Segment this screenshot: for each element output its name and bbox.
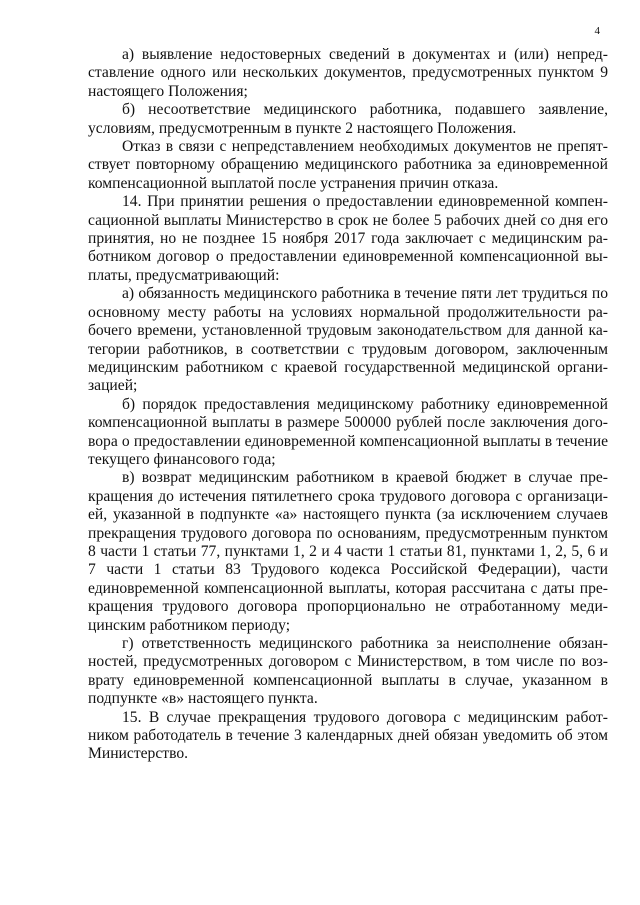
document-body <box>88 46 608 764</box>
paragraph-clause-14-g: г) ответственность медицинского работника за неисполнение обязанностей, предусмотренных договором с Министерством, в том числе по возврату единовременной компенсационной выплаты в случае, указанном в подпункте «в» настоящего пункта. <box>88 635 608 708</box>
page-number: 4 <box>594 25 600 37</box>
paragraph-clause-14: 14. При принятии решения о предоставлении единовременной компенсационной выплаты Министерство в срок не более 5 рабочих дней со дня его принятия, но не позднее 15 ноября 2017 года заключает с медицинским работником договор о предоставлении единовременной компенсационной выплаты, предусматривающий: <box>88 193 608 284</box>
paragraph-clause-14-a: а) обязанность медицинского работника в течение пяти лет трудиться по основному месту работы на условиях нормальной продолжительности рабочего времени, установленной трудовым законодательством для данной категории работников, в соответствии с трудовым договором, заключенным медицинским работником с краевой государственной медицинской организацией; <box>88 285 608 395</box>
paragraph-item-b: б) несоответствие медицинского работника, подавшего заявление, условиям, предусмотренным в пункте 2 настоящего Положения. <box>88 101 608 137</box>
paragraph-clause-15: 15. В случае прекращения трудового договора с медицинским работником работодатель в течение 3 календарных дней обязан уведомить об этом Министерство. <box>88 708 608 763</box>
paragraph-clause-14-v: в) возврат медицинским работником в краевой бюджет в случае прекращения до истечения пятилетнего срока трудового договора с организацией, указанной в подпункте «а» настоящего пункта (за исключением случаев прекращения трудового договора по основаниям, предусмотренным пунктом 8 части 1 статьи 77, пунктами 1, 2 и 4 части 1 статьи 81, пунктами 1, 2, 5, 6 и 7 части 1 статьи 83 Трудового кодекса Российской Федерации), части единовременной компенсационной выплаты, которая рассчитана с даты прекращения трудового договора пропорционально не отработанному медицинским работником периоду; <box>88 469 608 634</box>
paragraph-item-a: а) выявление недостоверных сведений в документах и (или) непредставление одного или нескольких документов, предусмотренных пунктом 9 настоящего Положения; <box>88 46 608 100</box>
paragraph-clause-14-b: б) порядок предоставления медицинскому работнику единовременной компенсационной выплаты в размере 500000 рублей после заключения договора о предоставлении единовременной компенсационной выплаты в течение текущего финансового года; <box>88 395 608 468</box>
paragraph-refusal-note: Отказ в связи с непредставлением необходимых документов не препятствует повторному обращению медицинского работника за единовременной компенсационной выплатой после устранения причин отказа. <box>88 138 608 192</box>
